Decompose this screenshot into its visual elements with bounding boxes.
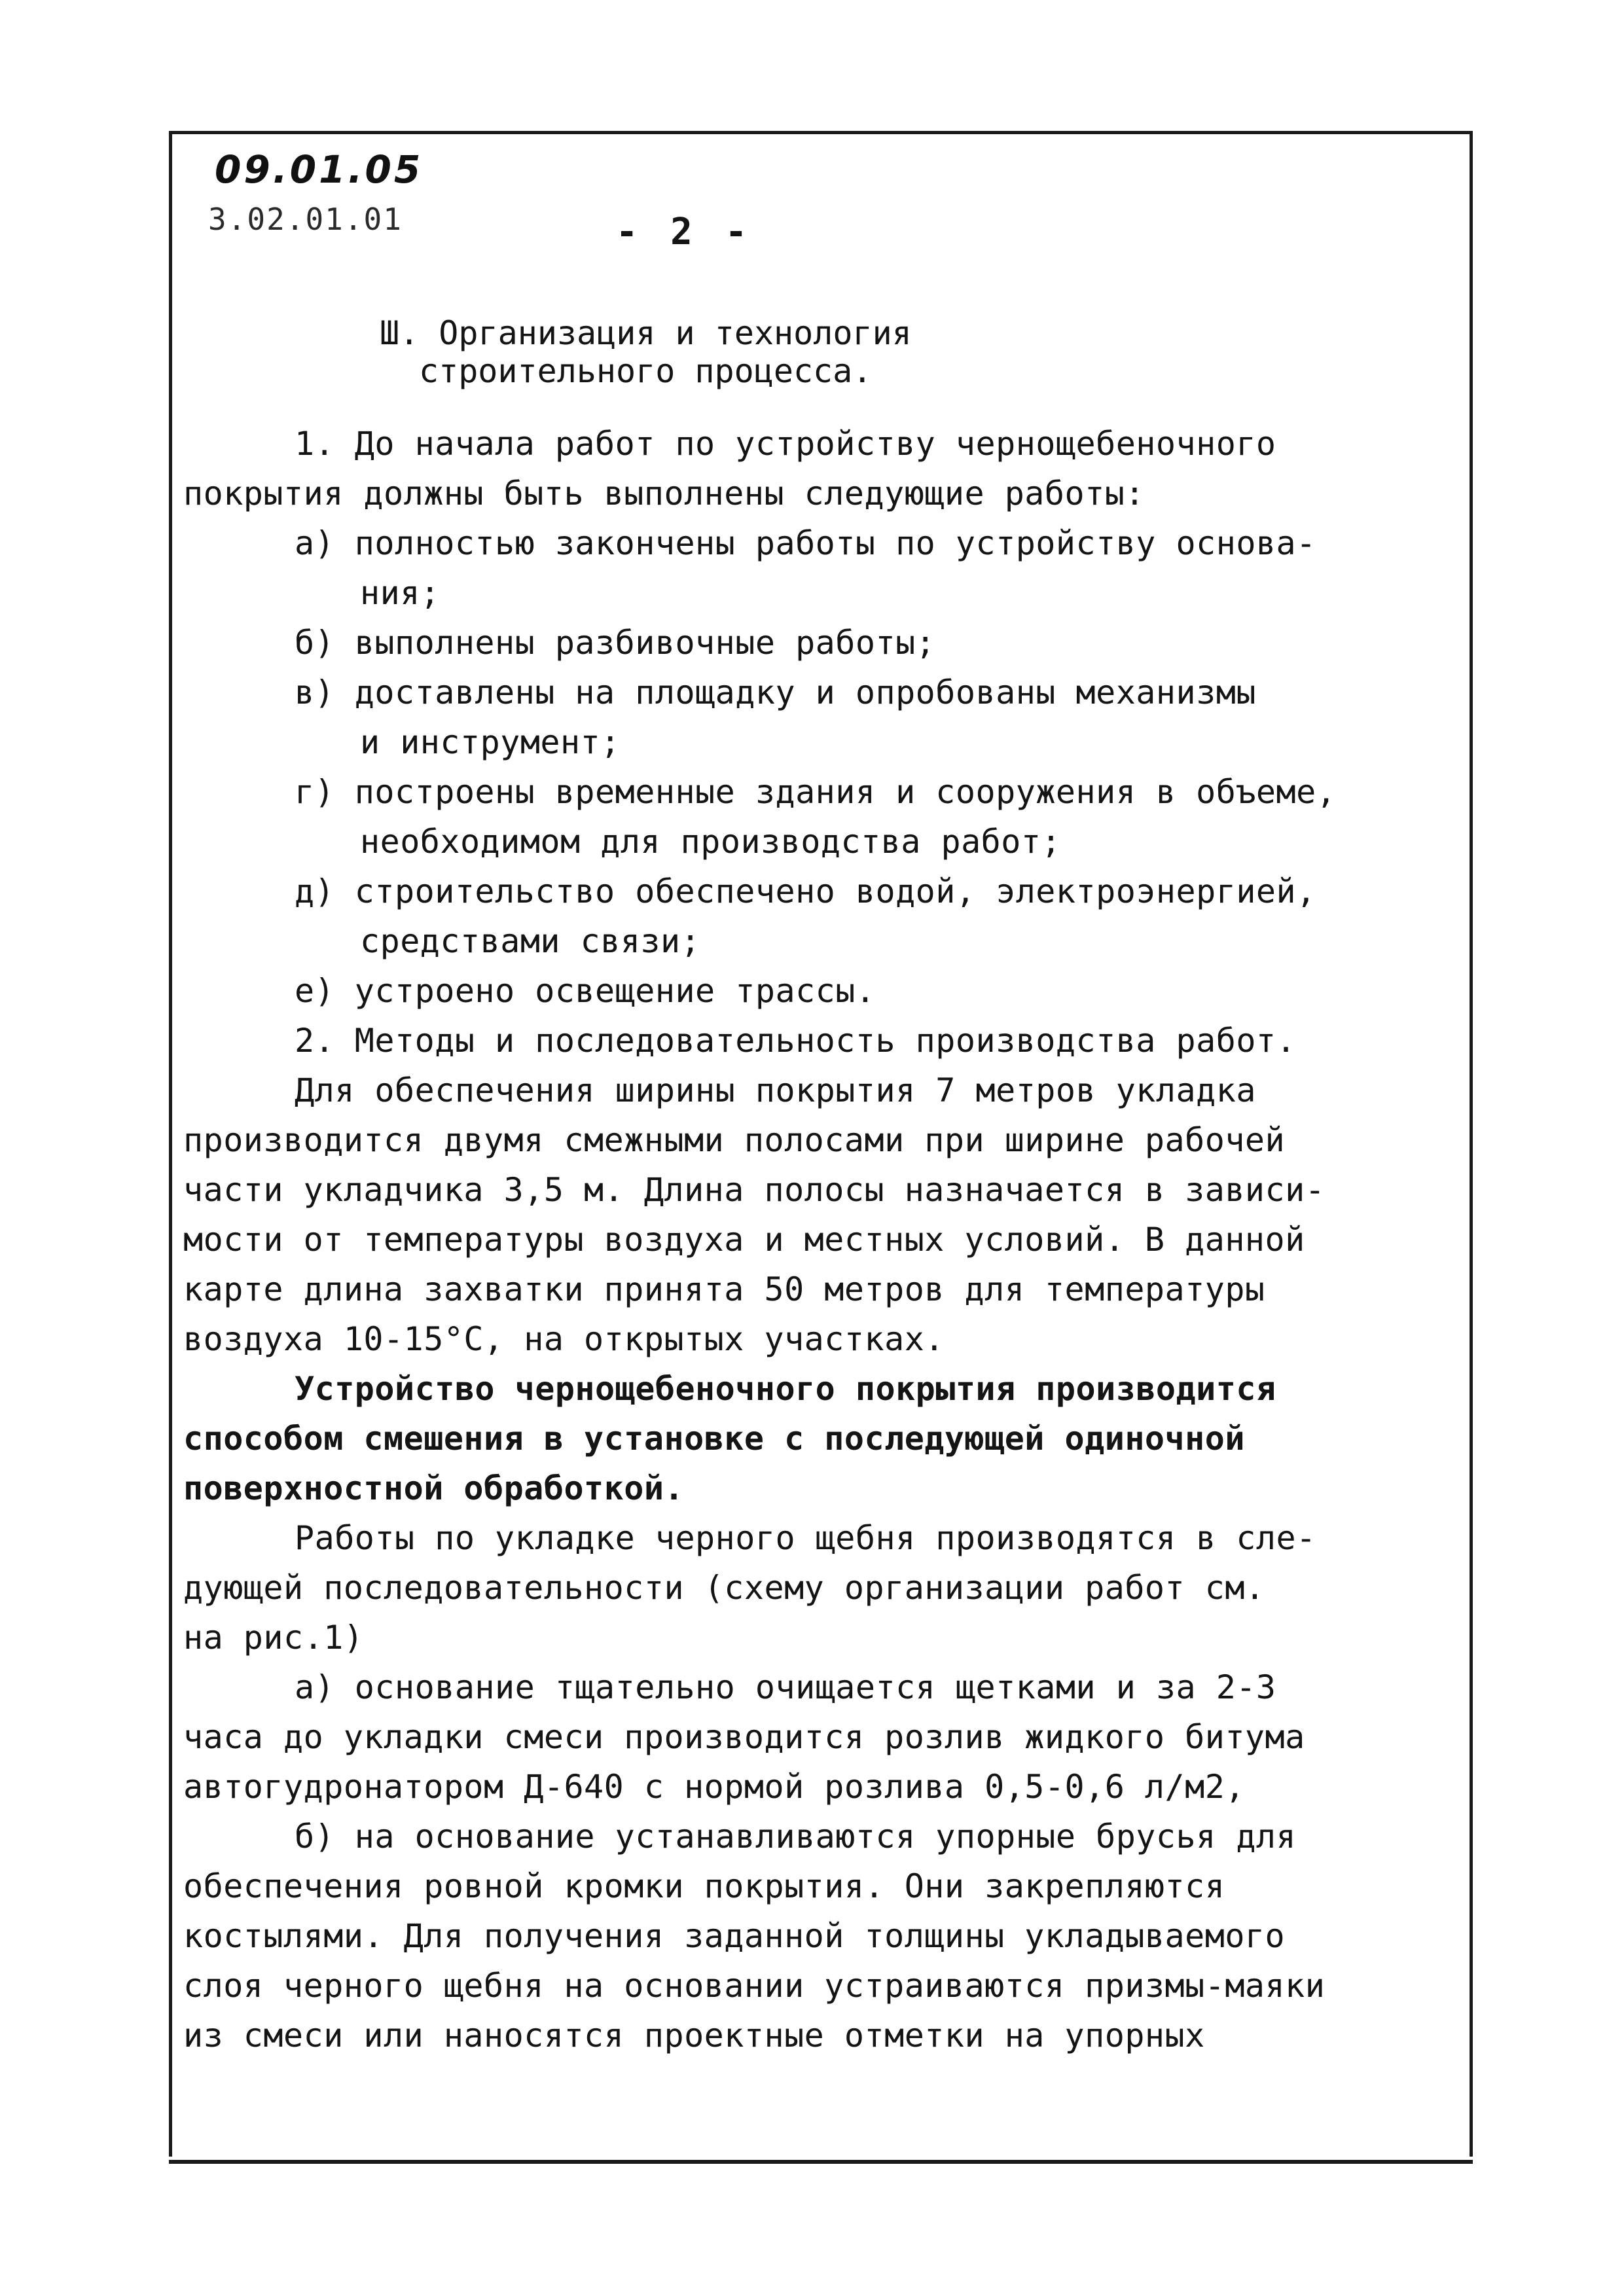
text-line: дующей последовательности (схему организации работ см. (183, 1569, 1265, 1607)
text-line: автогудронатором Д-640 с нормой розлива 0,5-0,6 л/м2, (183, 1768, 1245, 1806)
text-line: из смеси или наносятся проектные отметки на упорных (183, 2017, 1205, 2054)
text-line: покрытия должны быть выполнены следующие работы: (183, 475, 1145, 512)
typed-document-code: 3.02.01.01 (208, 202, 403, 237)
body-text (183, 419, 1453, 2060)
text-line: ния; (360, 574, 441, 612)
text-line: б) выполнены разбивочные работы; (295, 624, 936, 662)
text-line: г) построены временные здания и сооружения в объеме, (295, 773, 1337, 811)
text-line: на рис.1) (183, 1619, 364, 1657)
text-line: Для обеспечения ширины покрытия 7 метров укладка (295, 1071, 1256, 1109)
text-line: Устройство чернощебеночного покрытия производится (295, 1370, 1276, 1408)
page-number: - 2 - (615, 211, 753, 253)
bottom-rule (169, 2160, 1473, 2164)
text-line: и инструмент; (360, 723, 621, 761)
text-line: слоя черного щебня на основании устраиваются призмы-маяки (183, 1967, 1326, 2005)
text-line: 2. Методы и последовательность производства работ. (295, 1022, 1297, 1060)
text-line: способом смешения в установке с последующей одиночной (183, 1420, 1245, 1458)
text-line: необходимом для производства работ; (360, 823, 1062, 861)
text-line: поверхностной обработкой. (183, 1469, 685, 1507)
section-title-line-1: Ш. Организация и технология (380, 314, 912, 352)
handwritten-document-code: 09.01.05 (215, 147, 424, 192)
text-line: д) строительство обеспечено водой, электроэнергией, (295, 872, 1316, 910)
text-line: а) полностью закончены работы по устройству основа- (295, 524, 1316, 562)
text-line: воздуха 10-15°С, на открытых участках. (183, 1320, 945, 1358)
text-line: обеспечения ровной кромки покрытия. Они закрепляются (183, 1867, 1225, 1905)
text-line: части укладчика 3,5 м. Длина полосы назначается в зависи- (183, 1171, 1326, 1209)
text-line: производится двумя смежными полосами при ширине рабочей (183, 1121, 1286, 1159)
section-title-line-2: строительного процесса. (419, 352, 873, 390)
text-line: костылями. Для получения заданной толщины укладываемого (183, 1917, 1286, 1955)
text-line: часа до укладки смеси производится розлив жидкого битума (183, 1718, 1305, 1756)
text-line: в) доставлены на площадку и опробованы механизмы (295, 673, 1256, 711)
text-line: Работы по укладке черного щебня производятся в сле- (295, 1519, 1316, 1557)
text-line: 1. До начала работ по устройству чернощебеночного (295, 425, 1276, 463)
text-line: мости от температуры воздуха и местных условий. В данной (183, 1221, 1305, 1259)
text-line: а) основание тщательно очищается щетками и за 2-3 (295, 1668, 1276, 1706)
section-heading (380, 314, 1296, 390)
text-line: б) на основание устанавливаются упорные брусья для (295, 1818, 1297, 1856)
text-line: средствами связи; (360, 922, 701, 960)
text-line: карте длина захватки принята 50 метров для температуры (183, 1270, 1265, 1308)
text-line: е) устроено освещение трассы. (295, 972, 876, 1010)
